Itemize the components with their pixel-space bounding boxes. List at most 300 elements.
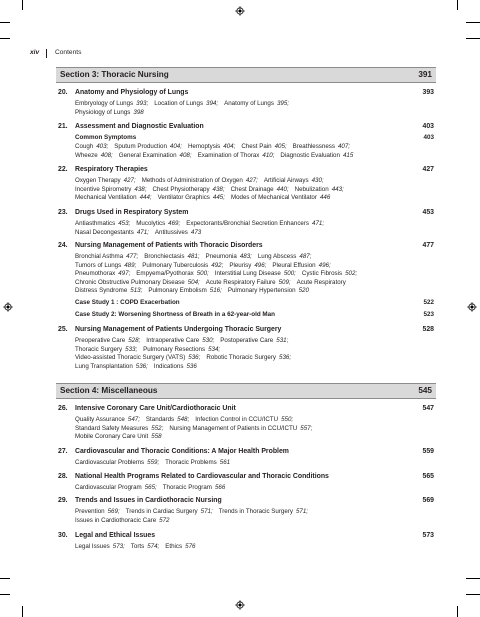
topic-line [75, 109, 144, 118]
topic-entry[interactable] [75, 177, 136, 184]
section-heading [56, 67, 436, 83]
topic-entry[interactable] [136, 270, 208, 277]
crop-mark [457, 0, 458, 10]
topic-line [75, 279, 346, 288]
topic-title: Pleurisy [229, 261, 252, 269]
topic-page: 500; [283, 270, 296, 278]
topic-page: 496; [254, 261, 267, 269]
topic-entry[interactable] [229, 262, 266, 269]
topic-title: Bronchial Asthma [75, 253, 124, 260]
topic-entry[interactable] [75, 109, 144, 116]
chapter-number: 21. [58, 123, 68, 130]
topic-entry[interactable] [143, 346, 220, 353]
chapter-page: 528 [422, 326, 434, 333]
topic-title: Lung Abscess [257, 253, 297, 260]
topic-title: Pulmonary Resections [143, 345, 206, 353]
topic-page: 492; [211, 261, 224, 269]
topic-title: Incentive Spirometry [75, 185, 132, 193]
topic-title: Location of Lungs [154, 100, 204, 107]
case-study-page: 522 [423, 299, 434, 306]
topic-line [75, 363, 197, 372]
topic-title: Torts [130, 543, 145, 550]
case-study-entry[interactable] [75, 311, 434, 318]
topic-page: 576 [185, 543, 196, 550]
topic-line [75, 337, 288, 346]
topic-page: 533; [125, 345, 138, 353]
topic-page: 559; [147, 459, 160, 466]
topic-entry[interactable] [142, 177, 258, 184]
topic-title: Modes of Mechanical Ventilator [230, 194, 317, 202]
topic-title: Chest Drainage [230, 185, 274, 193]
topic-title: Bronchiectasis [144, 253, 185, 260]
topic-page: 471; [136, 228, 149, 236]
topic-page: 520 [298, 287, 309, 295]
topic-line [75, 152, 353, 161]
chapter-page: 573 [422, 532, 434, 539]
topic-title: Cardiovascular Problems [75, 459, 145, 466]
topic-page: 469; [168, 220, 181, 227]
topic-page: 513; [130, 287, 143, 295]
topic-entry[interactable] [165, 543, 195, 550]
crop-mark [466, 594, 480, 595]
chapter-number: 22. [58, 166, 68, 173]
topic-line [75, 508, 308, 517]
topic-page: 489; [124, 261, 137, 269]
topic-entry[interactable] [75, 152, 113, 159]
topic-entry[interactable] [119, 152, 192, 159]
topic-title: Issues in Cardiothoracic Care [75, 516, 157, 524]
topic-title: Physiology of Lungs [75, 108, 131, 116]
topic-entry[interactable] [280, 152, 353, 159]
topic-title: Nursing Management of Patients in CCU/ICTU [169, 424, 298, 432]
section-page: 391 [418, 70, 432, 79]
topic-title: Cystic Fibrosis [301, 270, 343, 278]
chapter-page: 453 [422, 209, 434, 216]
topic-page: 572 [159, 516, 170, 524]
topic-page: 561 [219, 459, 231, 466]
topic-line [75, 186, 344, 195]
topic-page: 393; [136, 100, 149, 107]
chapter-title[interactable]: National Health Programs Related to Cardiovascular and Thoracic Conditions [75, 473, 329, 480]
chapter-page: 403 [422, 123, 434, 130]
topic-title: Expectorants/Bronchial Secretion Enhancers [186, 220, 310, 227]
case-study-page: 523 [423, 311, 434, 318]
topic-page: 471; [312, 220, 325, 227]
section-title: Section 3: Thoracic Nursing [60, 70, 169, 79]
topic-entry[interactable] [302, 270, 357, 277]
topic-page: 395; [276, 100, 290, 107]
topic-line [75, 459, 230, 468]
topic-entry[interactable] [206, 253, 252, 260]
topic-title: Wheeze [75, 151, 98, 159]
chapter-page: 547 [422, 405, 434, 412]
topic-entry[interactable] [75, 270, 130, 277]
chapter-number: 30. [58, 532, 68, 539]
topic-title: Cough [75, 143, 94, 150]
page-number: xiv [30, 49, 40, 56]
topic-title: Pneumothorax [75, 270, 116, 278]
topic-entry[interactable] [75, 194, 152, 201]
topic-line [75, 354, 291, 363]
topic-entry[interactable] [158, 194, 225, 201]
chapter-page: 565 [422, 473, 434, 480]
topic-title: Antitussives [154, 228, 188, 236]
topic-page: 443; [331, 185, 344, 193]
chapter-page: 569 [422, 497, 434, 504]
chapter-number: 20. [58, 89, 68, 96]
topic-title: Antiasthmatics [75, 220, 116, 227]
topic-entry[interactable] [228, 287, 309, 294]
topic-entry[interactable] [155, 229, 201, 236]
topic-title: Standard Safety Measures [75, 424, 149, 432]
topic-title: Chest Pain [241, 143, 272, 150]
chapter-title[interactable]: Cardiovascular and Thoracic Conditions: A Major Health Problem [75, 448, 289, 455]
topic-title: General Examination [118, 151, 177, 159]
topic-entry[interactable] [169, 425, 312, 432]
topic-page: 427; [123, 177, 136, 184]
topic-line [75, 346, 220, 355]
topic-entry[interactable] [75, 363, 148, 370]
registration-mark-icon [235, 6, 245, 16]
topic-line [75, 416, 293, 425]
topic-entry[interactable] [75, 229, 149, 236]
topic-title: Examination of Thorax [197, 151, 260, 159]
topic-entry[interactable] [75, 143, 108, 150]
registration-mark-icon [467, 302, 477, 312]
topic-entry[interactable] [144, 253, 199, 260]
crop-mark [466, 38, 480, 39]
topic-entry[interactable] [188, 143, 235, 150]
topic-entry[interactable] [206, 279, 291, 286]
topic-entry[interactable] [258, 253, 312, 260]
crop-mark [457, 606, 458, 617]
topic-page: 571; [295, 508, 309, 515]
registration-mark-icon [3, 302, 13, 312]
topic-page: 502; [345, 270, 358, 278]
topic-title: Interstitial Lung Disease [214, 270, 281, 278]
topic-entry[interactable] [75, 425, 163, 432]
crop-mark [466, 578, 480, 579]
topic-page: 483; [239, 253, 252, 260]
topic-title: Infection Control in CCU/ICTU [195, 416, 279, 423]
topic-entry[interactable] [75, 346, 137, 353]
topic-page: 536 [186, 362, 197, 370]
topic-title: Distress Syndrome [75, 287, 128, 295]
case-study-title: Case Study 2: Worsening Shortness of Breath in a 62-year-old Man [75, 311, 276, 318]
topic-title: Mechanical Ventilation [75, 194, 137, 202]
topic-entry[interactable] [75, 517, 170, 524]
topic-title: Ethics [165, 543, 183, 550]
topic-page: 497; [118, 270, 131, 278]
topic-page: 445; [212, 194, 225, 202]
topic-page: 550; [281, 416, 294, 423]
topic-title: Robotic Thoracic Surgery [206, 354, 277, 362]
topic-title: Preoperative Care [75, 337, 126, 344]
chapter-page: 393 [422, 89, 434, 96]
topic-line [75, 543, 195, 552]
topic-line [75, 262, 331, 271]
topic-title: Pulmonary Tuberculosis [142, 261, 209, 269]
topic-line [75, 517, 170, 526]
topic-title: Thoracic Problems [165, 459, 217, 466]
topic-page: 565; [144, 484, 157, 491]
topic-entry[interactable] [136, 220, 180, 227]
topic-page: 404; [169, 143, 182, 150]
chapter-number: 25. [58, 326, 68, 333]
topic-entry[interactable] [146, 416, 189, 423]
topic-page: 536; [135, 362, 148, 370]
topic-title: Prevention [75, 508, 105, 515]
topic-page: 404; [223, 143, 236, 150]
topic-entry[interactable] [75, 508, 120, 515]
topic-title: Ventilator Graphics [157, 194, 210, 202]
topic-entry[interactable] [186, 220, 324, 227]
topic-title: Sputum Production [114, 143, 167, 150]
topic-page: 569; [107, 508, 120, 515]
topic-title: Pulmonary Embolism [148, 287, 207, 295]
topic-entry[interactable] [142, 262, 223, 269]
topic-title: Tumors of Lungs [75, 261, 122, 269]
topic-entry[interactable] [75, 279, 200, 286]
chapter-number: 28. [58, 473, 68, 480]
topic-line [75, 220, 324, 229]
topic-line [75, 425, 312, 434]
crop-mark [0, 594, 10, 595]
topic-page: 496; [318, 261, 331, 269]
topic-title: Nasal Decongestants [75, 228, 134, 236]
topic-entry[interactable] [75, 484, 157, 491]
topic-page: 477; [126, 253, 139, 260]
topic-line [75, 177, 324, 186]
crop-mark [0, 578, 10, 579]
case-study-title: Case Study 1 : COPD Exacerbation [75, 299, 180, 306]
topic-page: 407; [337, 143, 351, 150]
subheading-page: 403 [423, 134, 434, 141]
topic-title: Empyema/Pyothorax [136, 270, 194, 278]
topic-page: 405; [274, 143, 287, 150]
topic-title: Breathlessness [292, 143, 335, 150]
topic-title: Legal Issues [75, 543, 110, 550]
topic-line [75, 253, 311, 262]
topic-entry[interactable] [231, 194, 330, 201]
topic-page: 547; [127, 416, 140, 423]
chapter-page: 477 [422, 242, 434, 249]
chapter-page: 559 [422, 448, 434, 455]
topic-line [75, 287, 309, 296]
topic-entry[interactable] [152, 186, 224, 193]
topic-entry[interactable] [75, 354, 200, 361]
topic-page: 536; [279, 354, 292, 362]
topic-entry[interactable] [272, 262, 330, 269]
topic-page: 534; [208, 345, 221, 353]
topic-page: 438; [212, 185, 225, 193]
topic-page: 504; [187, 278, 200, 286]
topic-page: 530; [202, 337, 215, 344]
chapter-title[interactable]: Legal and Ethical Issues [75, 532, 156, 539]
crop-mark [22, 606, 23, 617]
topic-title: Trends in Cardiac Surgery [125, 508, 198, 515]
topic-title: Lung Transplantation [75, 362, 133, 370]
chapter-title[interactable]: Trends and Issues in Cardiothoracic Nursing [75, 497, 222, 504]
chapter-page: 427 [422, 166, 434, 173]
topic-entry[interactable] [264, 177, 324, 184]
topic-page: 444; [139, 194, 152, 202]
topic-entry[interactable] [241, 143, 286, 150]
topic-page: 487; [299, 253, 312, 260]
topic-title: Acute Respiratory Failure [205, 278, 276, 286]
topic-entry[interactable] [165, 459, 230, 466]
topic-page: 403; [96, 143, 109, 150]
topic-page: 516; [209, 287, 222, 295]
topic-title: Indications [153, 362, 184, 370]
running-title: Contents [55, 49, 82, 56]
topic-title: Hemoptysis [187, 143, 221, 150]
topic-title: Anatomy of Lungs [224, 100, 274, 107]
topic-entry[interactable] [215, 270, 296, 277]
topic-title: Pulmonary Hypertension [227, 287, 296, 295]
topic-entry[interactable] [75, 186, 146, 193]
topic-page: 440; [276, 185, 289, 193]
topic-title: Intraoperative Care [146, 337, 200, 344]
section-title: Section 4: Miscellaneous [60, 386, 158, 395]
chapter-title[interactable]: Drugs Used in Respiratory System [75, 209, 189, 216]
topic-title: Cardiovascular Program [75, 484, 142, 491]
topic-page: 398 [133, 108, 144, 116]
topic-entry[interactable] [146, 337, 214, 344]
topic-line [75, 484, 225, 493]
topic-page: 509; [278, 278, 291, 286]
topic-entry[interactable] [75, 100, 148, 107]
chapter-number: 26. [58, 405, 68, 412]
topic-entry[interactable] [198, 152, 275, 159]
chapter-number: 24. [58, 242, 68, 249]
topic-page: 438; [134, 185, 147, 193]
topic-entry[interactable] [75, 253, 138, 260]
topic-title: Thoracic Program [162, 484, 212, 491]
topic-entry[interactable] [75, 220, 130, 227]
chapter-title[interactable]: Nursing Management of Patients Undergoing Thoracic Surgery [75, 326, 282, 333]
topic-title: Nebulization [294, 185, 329, 193]
topic-entry[interactable] [297, 279, 346, 286]
topic-line [75, 433, 162, 442]
topic-page: 536; [188, 354, 201, 362]
topic-title: Acute Respiratory [296, 278, 346, 286]
topic-entry[interactable] [75, 262, 136, 269]
topic-page: 408; [179, 151, 192, 159]
topic-entry[interactable] [154, 100, 218, 107]
topic-title: Quality Assurance [75, 416, 125, 423]
subheading-title: Common Symptoms [75, 134, 137, 141]
topic-entry[interactable] [195, 416, 293, 423]
topic-entry[interactable] [75, 416, 140, 423]
topic-title: Embryology of Lungs [75, 100, 134, 107]
topic-page: 558 [151, 433, 162, 441]
chapter-number: 29. [58, 497, 68, 504]
topic-line [75, 229, 201, 238]
crop-mark [466, 22, 480, 23]
chapter-title[interactable]: Nursing Management of Patients with Thoracic Disorders [75, 242, 263, 249]
topic-entry[interactable] [224, 100, 289, 107]
topic-page: 557; [300, 424, 313, 432]
chapter-number: 27. [58, 448, 68, 455]
topic-entry[interactable] [206, 354, 291, 361]
topic-entry[interactable] [75, 433, 162, 440]
section-heading [56, 383, 436, 399]
topic-title: Postoperative Care [220, 337, 274, 344]
chapter-number: 23. [58, 209, 68, 216]
topic-title: Video-assisted Thoracic Surgery (VATS) [75, 354, 186, 362]
topic-title: Artificial Airways [263, 177, 309, 184]
topic-entry[interactable] [148, 287, 222, 294]
chapter-title[interactable]: Respiratory Therapies [75, 166, 148, 173]
topic-title: Mucolytics [136, 220, 166, 227]
topic-entry[interactable] [75, 543, 125, 550]
topic-page: 573; [112, 543, 125, 550]
crop-mark [0, 38, 10, 39]
topic-title: Pneumonia [205, 253, 237, 260]
crop-mark [22, 0, 23, 10]
topic-entry[interactable] [131, 543, 159, 550]
topic-entry[interactable] [231, 186, 289, 193]
chapter-title[interactable]: Assessment and Diagnostic Evaluation [75, 123, 204, 130]
topic-title: Diagnostic Evaluation [280, 151, 340, 159]
topic-title: Standards [145, 416, 175, 423]
section-page: 545 [418, 386, 432, 395]
topic-entry[interactable] [293, 143, 350, 150]
topic-title: Chest Physiotherapy [152, 185, 210, 193]
topic-page: 566 [214, 484, 226, 491]
topic-entry[interactable] [75, 337, 140, 344]
topic-page: 430; [311, 177, 324, 184]
topic-page: 453; [118, 220, 131, 227]
topic-page: 531; [276, 337, 289, 344]
topic-entry[interactable] [75, 459, 159, 466]
topic-entry[interactable] [219, 508, 308, 515]
topic-line [75, 194, 330, 203]
topic-title: Chronic Obstructive Pulmonary Disease [75, 278, 185, 286]
topic-entry[interactable] [295, 186, 344, 193]
topic-entry[interactable] [114, 143, 182, 150]
chapter-title[interactable]: Intensive Coronary Care Unit/Cardiothoracic Unit [75, 405, 236, 412]
topic-entry[interactable] [126, 508, 213, 515]
topic-title: Mobile Coronary Care Unit [75, 433, 149, 441]
topic-title: Thoracic Surgery [75, 345, 123, 353]
topic-entry[interactable] [75, 287, 142, 294]
case-study-entry[interactable] [75, 299, 434, 306]
registration-mark-icon [235, 600, 245, 610]
header-divider [46, 49, 47, 58]
topic-entry[interactable] [163, 484, 226, 491]
topic-line [75, 270, 357, 279]
topic-entry[interactable] [220, 337, 288, 344]
topic-page: 481; [187, 253, 200, 260]
topic-page: 394; [206, 100, 219, 107]
crop-mark [0, 22, 10, 23]
topic-entry[interactable] [154, 363, 197, 370]
topic-page: 552; [151, 424, 164, 432]
topic-page: 446 [319, 194, 331, 202]
topic-title: Trends in Thoracic Surgery [218, 508, 293, 515]
topic-page: 410; [262, 151, 275, 159]
topic-page: 427; [245, 177, 258, 184]
running-header [30, 49, 450, 59]
topic-line [75, 143, 350, 152]
topic-page: 548; [177, 416, 190, 423]
topic-page: 574; [147, 543, 160, 550]
topic-line [75, 100, 289, 109]
chapter-title[interactable]: Anatomy and Physiology of Lungs [75, 89, 189, 96]
topic-title: Oxygen Therapy [75, 177, 121, 184]
